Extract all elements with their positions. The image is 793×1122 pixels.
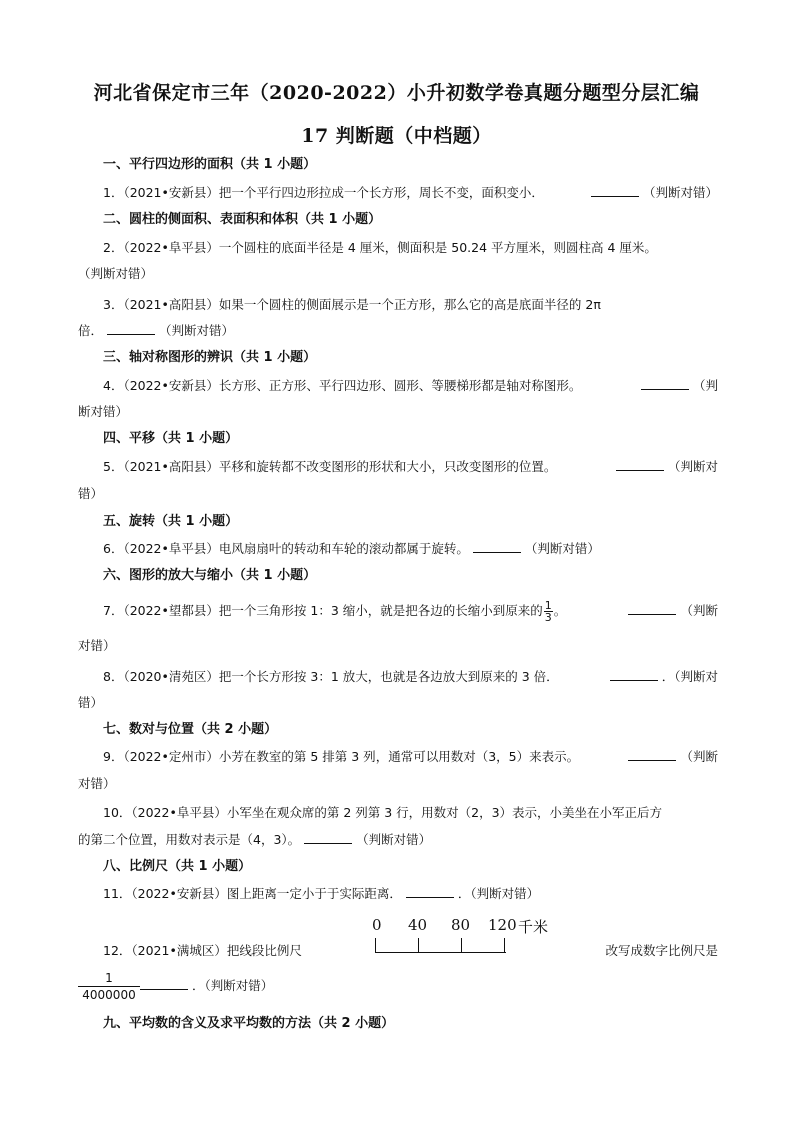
question-10: 10．（2022•阜平县）小军坐在观众席的第 2 列第 3 行，用数对（2，3）表示，小美坐在小军正后方 [103,805,663,820]
question-4-cont: 断对错） [78,404,129,419]
section-heading-6: 六、图形的放大与缩小（共 1 小题） [103,568,317,583]
section-heading-8: 八、比例尺（共 1 小题） [103,859,252,874]
section-heading-7: 七、数对与位置（共 2 小题） [103,722,278,737]
question-12: 12．（2021•满城区）把线段比例尺 [103,943,302,958]
scale-tick [461,938,462,952]
question-5: 5．（2021•高阳县）平移和旋转都不改变图形的形状和大小，只改变图形的位置。 [103,459,557,474]
question-2-cont: （判断对错） [78,266,154,281]
fraction-numerator: 1 [544,599,552,612]
question-10-cont [78,831,718,849]
numeric-scale-fraction [78,970,140,1003]
question-2: 2．（2022•阜平县）一个圆柱的底面半径是 4 厘米，侧面积是 50.24 平方厘米，则圆柱高 4 厘米。 [103,240,657,255]
fraction-denominator: 3 [544,611,552,624]
scale-unit: 千米 [518,918,549,936]
answer-slot-7 [624,602,718,620]
scale-tick [418,938,419,952]
scale-tick [504,938,505,952]
scale-label-40: 40 [408,916,428,934]
question-text: 7．（2022•望都县）把一个三角形按 1：3 缩小，就是把各边的长缩小到原来的 [103,603,543,618]
question-7-cont: 对错） [78,638,116,653]
fraction-one-third [544,600,553,623]
question-4: 4．（2022•安新县）长方形、正方形、平行四边形、圆形、等腰梯形都是轴对称图形。 [103,378,582,393]
fraction-numerator: 1 [78,970,140,987]
scale-label-120: 120 [488,916,517,934]
question-text: 1．（2021•安新县）把一个平行四边形拉成一个长方形，周长不变，面积变小． [103,185,544,200]
section-heading-9: 九、平均数的含义及求平均数的方法（共 2 小题） [103,1016,395,1031]
answer-blank[interactable] [406,885,454,898]
question-3-cont [78,322,718,340]
judge-hint: （判断对错） [642,185,718,200]
question-text: 倍． [78,323,104,338]
document-subtitle: 17 判断题（中档题） [301,125,492,147]
question-8-cont: 错） [78,695,104,710]
answer-slot-9 [624,748,718,766]
answer-slot-8 [606,668,718,686]
answer-slot-1 [587,184,718,202]
answer-blank[interactable] [591,184,639,197]
question-text: 的第二个位置，用数对表示是（4，3）。 [78,832,301,847]
answer-blank[interactable] [628,602,676,615]
judge-hint: ．（判断对 [661,669,718,684]
question-8: 8．（2020•清苑区）把一个长方形按 3：1 放大，也就是各边放大到原来的 3 倍． [103,669,559,684]
question-9-cont: 对错） [78,776,116,791]
judge-hint: （判 [692,378,718,393]
scale-label-80: 80 [451,916,471,934]
answer-blank[interactable] [304,831,352,844]
scale-tick [375,938,376,952]
section-heading-5: 五、旋转（共 1 小题） [103,514,239,529]
question-5-cont: 错） [78,486,104,501]
judge-hint: ．（判断对错） [457,886,540,901]
question-text: 11．（2022•安新县）图上距离一定小于于实际距离． [103,886,402,901]
judge-hint: （判断对 [667,459,718,474]
question-6 [103,540,743,558]
question-12-cont [140,977,780,995]
question-text-end: 。 [553,603,567,618]
answer-blank[interactable] [616,458,664,471]
line-scale-bar [372,916,552,956]
section-heading-4: 四、平移（共 1 小题） [103,431,239,446]
answer-slot-5 [612,458,718,476]
answer-blank[interactable] [473,540,521,553]
question-9: 9．（2022•定州市）小芳在教室的第 5 排第 3 列，通常可以用数对（3，5）来表示。 [103,749,580,764]
question-12-mid: 改写成数字比例尺是 [605,943,718,958]
answer-blank[interactable] [140,977,188,990]
judge-hint: （判断对错） [356,832,432,847]
answer-blank[interactable] [641,377,689,390]
section-heading-2: 二、圆柱的侧面积、表面积和体积（共 1 小题） [103,212,382,227]
answer-blank[interactable] [610,668,658,681]
section-heading-3: 三、轴对称图形的辨识（共 1 小题） [103,350,317,365]
judge-hint: （判断对错） [524,541,600,556]
document-title: 河北省保定市三年（2020-2022）小升初数学卷真题分题型分层汇编 [93,82,700,104]
scale-line [375,952,506,953]
question-11 [103,885,743,903]
fraction-denominator: 4000000 [82,988,136,1002]
answer-blank[interactable] [107,322,155,335]
judge-hint: （判断 [680,603,718,618]
question-3: 3．（2021•高阳县）如果一个圆柱的侧面展示是一个正方形，那么它的高是底面半径的 2π [103,297,601,312]
section-heading-1: 一、平行四边形的面积（共 1 小题） [103,157,317,172]
judge-hint: ．（判断对错） [192,978,274,993]
judge-hint: （判断 [680,749,718,764]
answer-slot-4 [637,377,718,395]
judge-hint: （判断对错） [159,323,235,338]
answer-blank[interactable] [628,748,676,761]
scale-label-0: 0 [372,916,382,934]
question-text: 6．（2022•阜平县）电风扇扇叶的转动和车轮的滚动都属于旋转。 [103,541,469,556]
